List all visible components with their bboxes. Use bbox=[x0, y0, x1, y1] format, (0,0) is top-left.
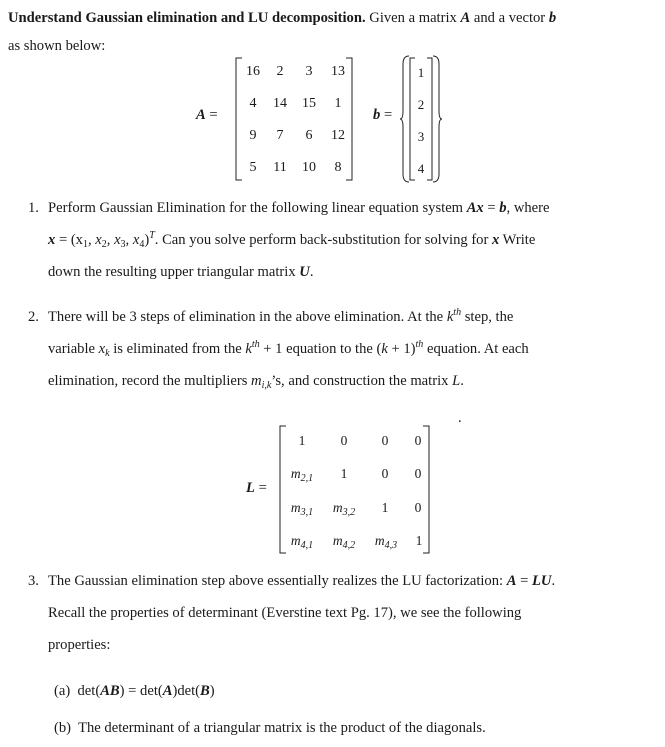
item-1-line-2: $x = (x_1$, $x_2$, $x_3$, $x_4)^T$. Can you solve perform back-substitution for solving for x Write bbox=[48, 230, 536, 250]
matrix-A-cell: 4 bbox=[249, 96, 257, 111]
item-2-line-3: elimination, record the multipliers $m_{i,k}’s$, and construction the matrix L. bbox=[48, 373, 464, 391]
matrix-L-cell: 1 bbox=[381, 500, 389, 515]
property-a: (a) det(AB) = det(A)det(B) bbox=[54, 683, 215, 699]
matrix-L-cell: $m_{4,3}$ bbox=[374, 533, 398, 551]
item-3-line-3: properties: bbox=[48, 637, 111, 653]
item-2-line-2: variable $x_k$ is eliminated from the $k^{th} + 1$ equation to the $(k + 1)^{th}$ equation. At each bbox=[48, 339, 529, 359]
item-1-number: 1. bbox=[28, 200, 39, 216]
matrix-A-cell: 8 bbox=[334, 160, 342, 175]
symbol-b: b bbox=[548, 10, 557, 26]
matrix-A-cell: 9 bbox=[249, 128, 257, 143]
matrix-L-cell: 0 bbox=[414, 466, 422, 481]
matrix-A-cell: 1 bbox=[334, 96, 342, 111]
matrix-A-cell: 2 bbox=[276, 64, 284, 79]
matrix-L-cell: $m_{3,2}$ bbox=[332, 500, 356, 518]
heading-title: Understand Gaussian elimination and LU decomposition. bbox=[8, 10, 366, 26]
matrix-L-cell: $m_{4,1}$ bbox=[290, 533, 314, 551]
item-1-line-1: Perform Gaussian Elimination for the following linear equation system Ax = b, where bbox=[48, 200, 550, 216]
matrix-L-cell: 1 bbox=[415, 533, 423, 548]
matrix-A-cell: 6 bbox=[305, 128, 313, 143]
matrix-A-cell: 5 bbox=[249, 160, 257, 175]
item-3-number: 3. bbox=[28, 573, 39, 589]
heading-text-2: and a vector bbox=[470, 10, 549, 26]
item-2-line-1: There will be 3 steps of elimination in the above elimination. At the $k^{th}$ step, the bbox=[48, 307, 514, 325]
matrix-A-cell: 16 bbox=[246, 64, 260, 79]
item-3-line-1: The Gaussian elimination step above essentially realizes the LU factorization: A = LU. bbox=[48, 573, 556, 589]
item-1-line-3: down the resulting upper triangular matrix U. bbox=[48, 264, 314, 280]
matrix-A-cell: 15 bbox=[302, 96, 316, 111]
vector-b-entry: 1 bbox=[417, 65, 425, 80]
heading-line-2: as shown below: bbox=[8, 38, 106, 54]
matrix-L-cell: 0 bbox=[381, 466, 389, 481]
matrix-A-cell: 12 bbox=[331, 128, 345, 143]
matrix-L-cell: $m_{3,1}$ bbox=[290, 500, 314, 518]
matrix-L-cell: 0 bbox=[381, 433, 389, 448]
matrix-L-cell: 1 bbox=[340, 466, 348, 481]
matrix-L-cell: 0 bbox=[340, 433, 348, 448]
heading-line-1 bbox=[8, 10, 556, 27]
matrix-L-label: L = bbox=[246, 480, 267, 496]
vector-b-entry: 4 bbox=[417, 161, 425, 176]
matrix-A-cell: 7 bbox=[276, 128, 284, 143]
matrix-L-cell: $m_{4,2}$ bbox=[332, 533, 356, 551]
vector-b-label: b = bbox=[373, 107, 393, 123]
item-2-number: 2. bbox=[28, 309, 39, 325]
matrix-A-cell: 14 bbox=[273, 96, 287, 111]
matrix-L-cell: 1 bbox=[298, 433, 306, 448]
vector-b-entry: 2 bbox=[417, 97, 425, 112]
vector-b-entry: 3 bbox=[417, 129, 425, 144]
matrix-L-cell: 0 bbox=[414, 500, 422, 515]
vector-b-right-brace bbox=[433, 56, 443, 182]
symbol-A: A bbox=[460, 10, 471, 26]
matrix-A-cell: 13 bbox=[331, 64, 345, 79]
property-b: (b) The determinant of a triangular matrix is the product of the diagonals. bbox=[54, 720, 486, 736]
matrix-A-cell: 11 bbox=[273, 160, 287, 175]
stray-dot: . bbox=[458, 410, 462, 426]
item-3-line-2: Recall the properties of determinant (Everstine text Pg. 17), we see the following bbox=[48, 605, 522, 621]
matrix-A-cell: 3 bbox=[305, 64, 313, 79]
matrix-A-label: A = bbox=[196, 107, 218, 123]
matrix-A-cell: 10 bbox=[302, 160, 316, 175]
vector-b-left-brace bbox=[400, 56, 410, 182]
matrix-L-cell: 0 bbox=[414, 433, 422, 448]
matrix-L-cell: $m_{2,1}$ bbox=[290, 466, 314, 484]
heading-text: Given a matrix bbox=[365, 10, 461, 26]
